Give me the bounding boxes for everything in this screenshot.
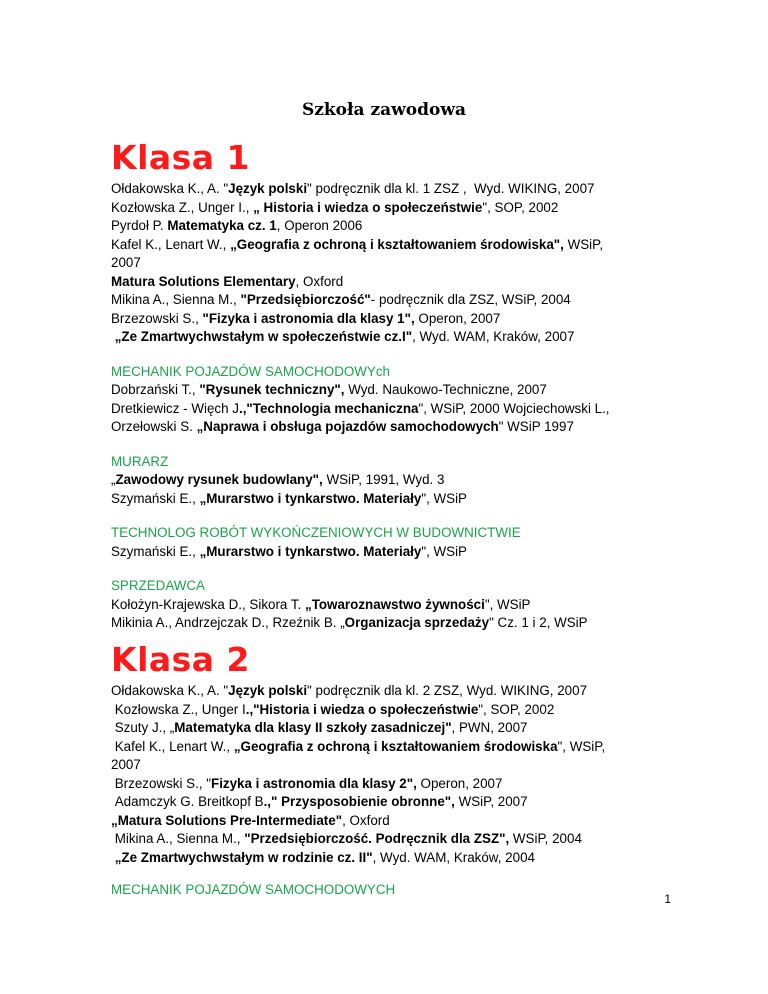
book-entry [111, 310, 711, 329]
book-entry [111, 217, 711, 236]
entry-text: ", WSiP [421, 490, 467, 506]
book-title: „ Historia i wiedza o społeczeństwie [253, 199, 483, 215]
entry-text: , Wyd. WAM, Kraków, 2004 [372, 849, 535, 865]
book-title: Język polski [228, 181, 308, 196]
document-title: Szkoła zawodowa [301, 100, 467, 120]
entry-text: Brzezowski S., [111, 310, 203, 326]
entry-text: Orzełowski S. [111, 419, 197, 434]
book-entry [111, 830, 711, 849]
book-entry [111, 719, 711, 738]
book-entry [111, 273, 711, 292]
klasa2-block [111, 640, 711, 900]
klasa1-block [111, 138, 711, 633]
book-entry [111, 236, 711, 255]
book-entry [111, 199, 711, 218]
book-title: .,"Historia i wiedza o społeczeństwie [245, 701, 479, 717]
entry-text: Mikina A., Sienna M., [111, 831, 245, 846]
book-entry [111, 682, 711, 701]
entry-text: Kozłowska Z., Unger I [111, 701, 246, 717]
entry-text: ", WSiP [421, 543, 467, 559]
book-title: "Fizyka i astronomia dla klasy 1", [202, 310, 415, 326]
entry-text: ", WSiP, 2000 Wojciechowski L., [418, 400, 610, 416]
book-entry [111, 400, 711, 419]
entry-text: WSiP, 1991, Wyd. 3 [322, 472, 445, 487]
book-entry [111, 180, 711, 199]
book-title: Zawodowy rysunek budowlany", [115, 472, 323, 487]
book-title: Matematyka cz. 1 [167, 218, 277, 233]
entry-text: Ołdakowska K., A. " [111, 181, 229, 196]
entry-text: WSiP, 2004 [509, 831, 582, 846]
entry-text: Pyrdoł P. [111, 218, 168, 233]
book-title: „Naprawa i obsługa pojazdów samochodowych [196, 419, 499, 434]
entry-text: Kafel K., Lenart W., [111, 738, 234, 754]
entry-text: , Wyd. WAM, Kraków, 2007 [412, 329, 575, 344]
book-entry [111, 775, 711, 794]
entry-text: ", WSiP, [557, 738, 606, 754]
book-entry [111, 381, 711, 400]
klasa1-sections [111, 363, 711, 633]
entry-text: ", SOP, 2002 [478, 701, 555, 717]
book-title: „Ze Zmartwychwstałym w rodzinie cz. II" [114, 849, 373, 865]
section-title: MURARZ [111, 453, 169, 469]
book-title: Matura Solutions Elementary [111, 273, 296, 289]
entry-text: Wyd. Naukowo-Techniczne, 2007 [344, 382, 547, 397]
book-entry [111, 596, 711, 615]
book-title: .,"Technologia mechaniczna [238, 400, 419, 416]
book-entry [111, 793, 711, 812]
entry-text: Kozłowska Z., Unger I., [111, 199, 254, 215]
entry-text: Szuty J., „ [111, 720, 175, 735]
entry-text: ", SOP, 2002 [482, 199, 559, 215]
section-title: SPRZEDAWCA [111, 578, 205, 593]
entry-text: - podręcznik dla ZSZ, WSiP, 2004 [370, 292, 571, 307]
section-title: TECHNOLOG ROBÓT WYKOŃCZENIOWYCH W BUDOWNICTWIE [111, 525, 521, 540]
book-title: .," Przysposobienie obronne", [263, 794, 455, 809]
entry-text: WSiP, [563, 236, 604, 252]
entry-text: „ [111, 472, 116, 487]
book-title: Język polski [228, 683, 308, 698]
section-title: MECHANIK POJAZDÓW SAMOCHODOWYCH [111, 882, 396, 897]
book-entry [111, 418, 711, 437]
entry-text: Kafel K., Lenart W., [111, 236, 231, 252]
entry-text: Operon, 2007 [416, 775, 503, 791]
entry-text: Dobrzański T., [111, 382, 200, 397]
book-entry [111, 291, 711, 310]
entry-text: " Cz. 1 i 2, WSiP [489, 615, 588, 630]
book-title: "Przedsiębiorczość. Podręcznik dla ZSZ", [244, 831, 510, 846]
book-entry [111, 328, 711, 347]
entry-text: Operon, 2007 [414, 310, 501, 326]
section-title: MECHANIK POJAZDÓW SAMOCHODOWYch [111, 363, 390, 379]
book-title: "Przedsiębiorczość" [240, 292, 371, 307]
entry-text: Szymański E., [111, 543, 200, 559]
entry-text: 2007 [111, 757, 141, 772]
book-title: „Matura Solutions Pre-Intermediate" [111, 812, 343, 828]
entry-text: ", WSiP [484, 596, 531, 612]
book-title: Organizacja sprzedaży [344, 615, 490, 630]
page-number: 1 [664, 892, 671, 906]
book-title: „Towaroznawstwo żywności [305, 596, 485, 612]
entry-text: WSiP, 2007 [454, 794, 528, 809]
book-title: „Geografia z ochroną i kształtowaniem środowiska [233, 738, 558, 754]
book-entry [111, 756, 711, 775]
klasa1-heading: Klasa 1 [111, 138, 251, 177]
book-entry [111, 701, 711, 720]
klasa1-list [111, 180, 711, 347]
book-title: „Murarstwo i tynkarstwo. Materiały [199, 543, 422, 559]
entry-text: Ołdakowska K., A. " [111, 683, 229, 698]
entry-text: Szymański E., [111, 490, 200, 506]
book-entry [111, 738, 711, 757]
book-title: „Geografia z ochroną i kształtowaniem środowiska", [230, 236, 564, 252]
book-entry [111, 490, 711, 509]
book-entry [111, 849, 711, 868]
entry-text: 2007 [111, 255, 141, 270]
book-entry [111, 614, 711, 633]
book-title: Matematyka dla klasy II szkoły zasadniczej" [174, 720, 452, 735]
entry-text: , PWN, 2007 [451, 720, 528, 735]
book-entry [111, 812, 711, 831]
entry-text: Dretkiewicz - Więch J [111, 400, 239, 416]
entry-text: , Oxford [342, 812, 390, 828]
entry-text: Brzezowski S., " [111, 775, 212, 791]
entry-text: , Oxford [295, 273, 344, 289]
entry-text: Mikinia A., Andrzejczak D., Rzeźnik B. „ [111, 615, 345, 630]
entry-text: " podręcznik dla kl. 2 ZSZ, Wyd. WIKING, 2007 [307, 683, 588, 698]
klasa2-list [111, 682, 711, 867]
klasa2-heading: Klasa 2 [111, 640, 251, 679]
entry-text: Mikina A., Sienna M., [111, 292, 241, 307]
entry-text: Adamczyk G. Breitkopf B [111, 794, 264, 809]
book-entry [111, 543, 711, 562]
entry-text: " podręcznik dla kl. 1 ZSZ , Wyd. WIKING, 2007 [307, 181, 595, 196]
book-title: "Rysunek techniczny", [199, 382, 345, 397]
book-entry [111, 254, 711, 273]
book-entry [111, 471, 711, 490]
book-title: Fizyka i astronomia dla klasy 2", [211, 775, 417, 791]
book-title: „Ze Zmartwychwstałym w społeczeństwie cz.I" [114, 329, 413, 344]
entry-text: , Operon 2006 [276, 218, 363, 233]
entry-text: Kołożyn-Krajewska D., Sikora T. [111, 596, 305, 612]
book-title: „Murarstwo i tynkarstwo. Materiały [199, 490, 422, 506]
entry-text: " WSiP 1997 [498, 419, 574, 434]
